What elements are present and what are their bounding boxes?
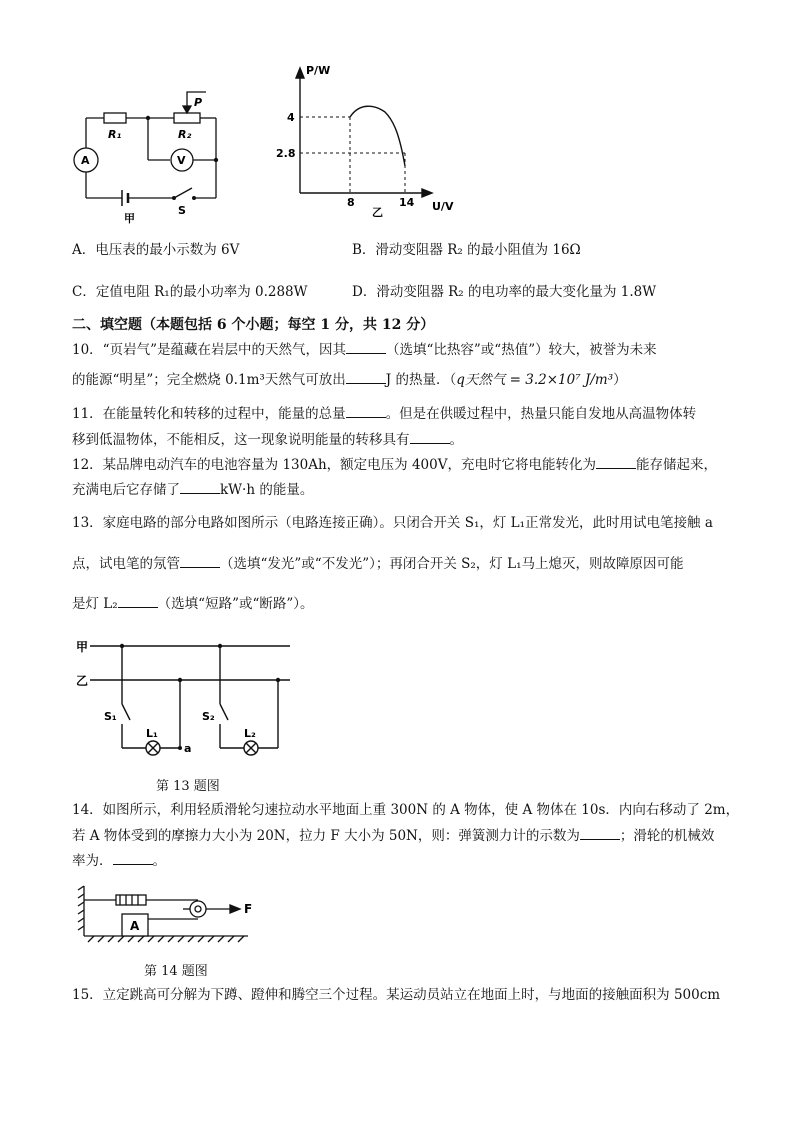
force-f-label: F: [244, 902, 253, 916]
circuit-caption: 甲: [124, 212, 135, 225]
switch-label: S: [178, 204, 186, 217]
y-tick-4: 4: [287, 111, 295, 124]
p-label: P: [194, 96, 203, 109]
q11-line-2: 移到低温物体，不能相反，这一现象说明能量的转移具有 。: [72, 432, 463, 448]
q11-line-1: 11．在能量转化和转移的过程中，能量的总量 。但是在供暖过程中，热量只能自发地从高温物体转: [72, 406, 697, 422]
x-tick-8: 8: [347, 196, 355, 209]
live-line-label: 甲: [76, 640, 89, 654]
r2-label: R₂: [178, 128, 192, 141]
q10-line-2: 的能源“明星”；完全燃烧 0.1m³天然气可放出 J 的热量．（q天然气 = 3.2×10⁷ J/m³）: [72, 372, 627, 388]
y-axis-label: P/W: [306, 64, 331, 77]
blank: [346, 341, 386, 354]
neutral-line-label: 乙: [76, 674, 89, 688]
q9-option-b: B．滑动变阻器 R₂ 的最小阻值为 16Ω: [352, 242, 581, 258]
formula: q天然气 = 3.2×10⁷ J/m³: [456, 372, 614, 388]
point-a-label: a: [184, 742, 192, 755]
blank: [346, 405, 386, 418]
y-tick-2-8: 2.8: [276, 147, 296, 160]
fig14-caption: 第 14 题图: [144, 964, 208, 979]
q9-option-a: A．电压表的最小示数为 6V: [72, 242, 240, 258]
blank: [410, 431, 450, 444]
switch-s2-label: S₂: [202, 710, 215, 723]
blank: [580, 827, 620, 840]
lamp-l1-label: L₁: [146, 727, 158, 740]
blank: [113, 852, 153, 865]
graph-caption: 乙: [372, 206, 383, 219]
circuit-diagram: [70, 80, 240, 225]
q13-line-3: 是灯 L₂ （选填“短路”或“断路”）。: [72, 596, 314, 612]
r1-label: R₁: [108, 128, 122, 141]
q9-option-d: D．滑动变阻器 R₂ 的电功率的最大变化量为 1.8W: [352, 284, 657, 300]
q14-line-2: 若 A 物体受到的摩擦力大小为 20N，拉力 F 大小为 50N，则：弹簧测力计的示数为 ；滑轮的机械效: [72, 828, 715, 844]
q9-option-c: C．定值电阻 R₁的最小功率为 0.288W: [72, 284, 308, 300]
q14-line-1: 14．如图所示，利用轻质滑轮匀速拉动水平地面上重 300N 的 A 物体，使 A 物体在 10s．内向右移动了 2m，: [72, 802, 740, 818]
q15-line-1: 15．立定跳高可分解为下蹲、蹬伸和腾空三个过程。某运动员站立在地面上时，与地面的接触面积为 500cm: [72, 987, 721, 1003]
q13-line-1: 13．家庭电路的部分电路如图所示（电路连接正确）。只闭合开关 S₁，灯 L₁正常发光，此时用试电笔接触 a: [72, 515, 713, 531]
blank: [596, 456, 636, 469]
section-title: 二、填空题（本题包括 6 个小题；每空 1 分，共 12 分）: [72, 317, 435, 333]
q10-line-1: 10．“页岩气”是蕴藏在岩层中的天然气，因其 （选填“比热容”或“热值”）较大，被誉为未来: [72, 342, 657, 358]
q12-line-1: 12．某品牌电动汽车的电池容量为 130Ah，额定电压为 400V，充电时它将电能转化为 能存储起来，: [72, 457, 717, 473]
block-a-label: A: [130, 919, 140, 933]
power-voltage-graph: [270, 60, 460, 220]
q14-line-3: 率为． 。: [72, 853, 166, 869]
household-circuit-diagram: [74, 636, 304, 771]
pulley-diagram: [76, 882, 276, 952]
blank: [118, 595, 158, 608]
fig13-caption: 第 13 题图: [156, 779, 220, 794]
q13-line-2: 点，试电笔的氖管 （选填“发光”或“不发光”）；再闭合开关 S₂，灯 L₁马上熄灭，则故障原因可能: [72, 556, 684, 572]
switch-s1-label: S₁: [104, 710, 117, 723]
blank: [180, 555, 220, 568]
ammeter-label: A: [81, 154, 90, 167]
voltmeter-label: V: [177, 154, 186, 167]
blank: [346, 371, 386, 384]
x-axis-label: U/V: [432, 200, 454, 213]
blank: [180, 481, 220, 494]
lamp-l2-label: L₂: [244, 727, 256, 740]
x-tick-14: 14: [399, 196, 415, 209]
q12-line-2: 充满电后它存储了 kW·h 的能量。: [72, 482, 314, 498]
